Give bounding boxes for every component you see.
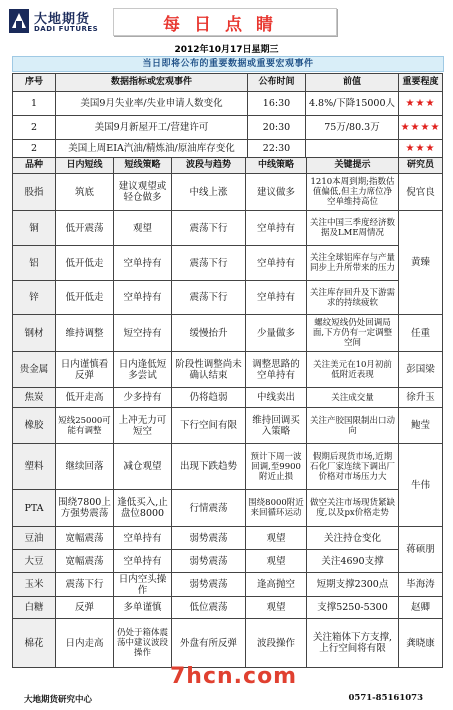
researcher-name: 徐升玉 [398,387,443,408]
key-tip: 1210本周到期;指数估值偏低,但主力席位净空单维持高位 [306,173,399,211]
researcher-name: 彭国梁 [398,351,443,388]
mid-strategy: 预计下周一波回调,至9900附近止损 [245,443,307,490]
short-strategy: 上冲无力可短空 [113,407,172,444]
company-logo [8,8,104,36]
intraday-view: 宽幅震荡 [55,526,114,550]
intraday-view: 宽幅震荡 [55,549,114,573]
swing-trend: 阶段性调整尚未确认结束 [171,351,246,388]
commodity-name: 焦炭 [12,387,56,408]
event-prev [305,139,399,158]
strategy-header-tip: 关键提示 [306,157,399,174]
key-tip: 支撑5250-5300 [306,596,399,619]
commodity-name: 贵金属 [12,351,56,388]
swing-trend: 弱势震荡 [171,572,246,597]
events-header-time: 公布时间 [247,73,306,92]
event-seq: 1 [12,91,56,116]
event-time: 22:30 [247,139,306,158]
researcher-name: 倪官良 [398,173,443,211]
commodity-name: 棉花 [12,618,56,668]
commodity-name: 橡胶 [12,407,56,444]
mid-strategy: 空单持有 [245,280,307,315]
short-strategy: 观望 [113,210,172,246]
briefing-table [12,73,443,683]
key-tip: 假期后现货市场,近期石化厂家连续下调出厂价格对市场压力大 [306,443,399,490]
page-title: 每日点睛 [113,8,337,36]
short-strategy: 空单持有 [113,549,172,573]
short-strategy: 多单谨慎 [113,596,172,619]
swing-trend: 弱势震荡 [171,549,246,573]
swing-trend: 出现下跌趋势 [171,443,246,490]
researcher-name: 赵卿 [398,596,443,619]
events-header-prev: 前值 [305,73,399,92]
intraday-view: 反弹 [55,596,114,619]
event-name: 美国上周EIA汽油/精炼油/原油库存变化 [55,139,248,158]
commodity-name: 玉米 [12,572,56,597]
short-strategy: 仍处于箱体震荡中建议波段操作 [113,618,172,668]
mid-strategy: 逢高抛空 [245,572,307,597]
commodity-name: 豆油 [12,526,56,550]
event-time: 16:30 [247,91,306,116]
event-importance-stars: ★★★★ [398,115,443,140]
short-strategy: 日内逢低短多尝试 [113,351,172,388]
key-tip: 关注箱体下方支撑,上行空间将有限 [306,618,399,668]
footer-org: 大地期货研究中心 [24,695,93,705]
mid-strategy: 空单持有 [245,210,307,246]
footer-phone: 0571-85161073 [348,693,423,703]
mid-strategy: 观望 [245,549,307,573]
intraday-view: 日内谨慎看反弹 [55,351,114,388]
key-tip: 短期支撑2300点 [306,572,399,597]
swing-trend: 震荡下行 [171,210,246,246]
key-tip: 关注成交量 [306,387,399,408]
swing-trend: 下行空间有限 [171,407,246,444]
site-watermark: 7hcn.com [170,664,298,689]
strategy-header-swing: 波段与趋势 [171,157,246,174]
event-prev: 75万/80.3万 [305,115,399,140]
dadi-logo-icon [8,8,30,34]
commodity-name: 塑料 [12,443,56,490]
researcher-name: 鲍莹 [398,407,443,444]
swing-trend: 震荡下行 [171,245,246,281]
commodity-name: 股指 [12,173,56,211]
key-tip: 关注持仓变化 [306,526,399,550]
event-name: 美国9月失业率/失业申请人数变化 [55,91,248,116]
intraday-view: 低开低走 [55,245,114,281]
commodity-name: 钢材 [12,314,56,352]
researcher-name: 毕海涛 [398,572,443,597]
strategy-header-intraday: 日内短线 [55,157,114,174]
key-tip: 关注产胶国限制出口动向 [306,407,399,444]
events-header-importance: 重要程度 [398,73,443,92]
key-tip: 关注4690支撑 [306,549,399,573]
mid-strategy: 中线卖出 [245,387,307,408]
intraday-view: 继续回落 [55,443,114,490]
swing-trend: 弱势震荡 [171,526,246,550]
researcher-name: 蒋硕朋 [398,526,443,573]
intraday-view: 低开震荡 [55,210,114,246]
commodity-name: 白糖 [12,596,56,619]
key-tip: 关注全球铝库存与产量同步上升所带来的压力 [306,245,399,281]
report-date: 2012年10月17日星期三 [174,45,279,55]
intraday-view: 维持调整 [55,314,114,352]
researcher-name: 任重 [398,314,443,352]
short-strategy: 减仓观望 [113,443,172,490]
short-strategy: 空单持有 [113,526,172,550]
strategy-header-researcher: 研究员 [398,157,443,174]
mid-strategy: 围绕8000附近来回循环运动 [245,489,307,527]
mid-strategy: 空单持有 [245,245,307,281]
mid-strategy: 建议做多 [245,173,307,211]
event-prev: 4.8%/下降15000人 [305,91,399,116]
strategy-header-mid: 中线策略 [245,157,307,174]
event-name: 美国9月新屋开工/营建许可 [55,115,248,140]
researcher-name: 龚晓康 [398,618,443,668]
logo-cn-text: 大地期货 [34,12,91,27]
mid-strategy: 观望 [245,526,307,550]
short-strategy: 日内空头操作 [113,572,172,597]
swing-trend: 仍将趋弱 [171,387,246,408]
swing-trend: 震荡下行 [171,280,246,315]
intraday-view: 短线25000可能有调整 [55,407,114,444]
key-tip: 螺纹短线仍处回调局面,下方仍有一定调整空间 [306,314,399,352]
events-banner: 当日即将公布的重要数据或重要宏观事件 [12,56,444,72]
events-header-seq: 序号 [12,73,56,92]
researcher-name: 牛伟 [398,443,443,527]
intraday-view: 低开走高 [55,387,114,408]
short-strategy: 建议观望或轻仓做多 [113,173,172,211]
commodity-name: 锌 [12,280,56,315]
event-importance-stars: ★★★ [398,91,443,116]
short-strategy: 空单持有 [113,280,172,315]
short-strategy: 逢低买入,止盘位8000 [113,489,172,527]
intraday-view: 低开低走 [55,280,114,315]
intraday-view: 围绕7800上方强势震荡 [55,489,114,527]
swing-trend: 行情震荡 [171,489,246,527]
swing-trend: 低位震荡 [171,596,246,619]
logo-en-text: DADI FUTURES [34,25,99,33]
short-strategy: 少多持有 [113,387,172,408]
event-seq: 2 [12,139,56,158]
events-header-event: 数据指标或宏观事件 [55,73,248,92]
mid-strategy: 调整思路的空单持有 [245,351,307,388]
key-tip: 做空关注市场现货紧缺度,以及px价格走势 [306,489,399,527]
commodity-name: 铝 [12,245,56,281]
key-tip: 关注库存回升及下游需求的持续疲软 [306,280,399,315]
commodity-name: 铜 [12,210,56,246]
short-strategy: 短空持有 [113,314,172,352]
event-importance-stars: ★★★ [398,139,443,158]
event-seq: 2 [12,115,56,140]
key-tip: 关注中国三季度经济数据及LME周情况 [306,210,399,246]
short-strategy: 空单持有 [113,245,172,281]
mid-strategy: 少量做多 [245,314,307,352]
swing-trend: 外盘有所反弹 [171,618,246,668]
commodity-name: PTA [12,489,56,527]
researcher-name: 黄臻 [398,210,443,315]
swing-trend: 缓慢抬升 [171,314,246,352]
intraday-view: 日内走高 [55,618,114,668]
mid-strategy: 观望 [245,596,307,619]
key-tip: 关注美元在10月初前低附近表现 [306,351,399,388]
mid-strategy: 维持回调买入策略 [245,407,307,444]
strategy-header-commodity: 品种 [12,157,56,174]
swing-trend: 中线上涨 [171,173,246,211]
intraday-view: 筑底 [55,173,114,211]
mid-strategy: 波段操作 [245,618,307,668]
intraday-view: 震荡下行 [55,572,114,597]
event-time: 20:30 [247,115,306,140]
commodity-name: 大豆 [12,549,56,573]
strategy-header-short: 短线策略 [113,157,172,174]
